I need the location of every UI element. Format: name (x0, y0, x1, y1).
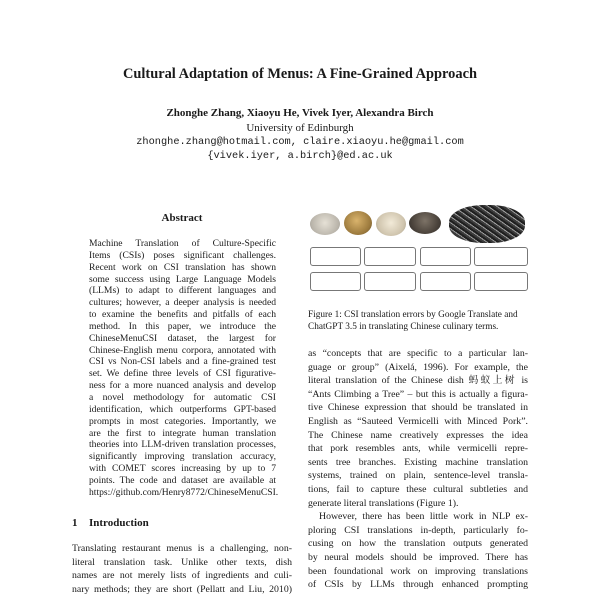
translation-panel-chatgpt-1 (364, 272, 416, 291)
abstract-line: ness for a more nuanced analysis and develop (89, 380, 276, 392)
abstract-line: a novel methodology for automatic CSI (89, 391, 276, 403)
figure-caption: Figure 1: CSI translation errors by Google Translate and ChatGPT 3.5 in translating Chinese culinary terms. (308, 310, 518, 332)
abstract-line: cultures; however, a deeper analysis is needed (89, 297, 276, 309)
body-line: as “concepts that are specific to a particular lan- (308, 348, 528, 359)
dish-photo-2 (344, 211, 372, 235)
body-line: that pork resembles ants, while vermicelli repre- (308, 443, 528, 455)
intro-line: nary methods; they are short (Pellatt and Liu, 2010) (72, 583, 292, 595)
intro-body (72, 542, 292, 596)
abstract-line: theories into LLM-driven translation processes, (89, 439, 276, 451)
body-line: “Ants Climbing a Tree” – but this is actually a figura- (308, 388, 528, 400)
body-line: generate literal translations (Figure 1). (308, 497, 459, 509)
abstract-line: ChineseMenuCSI dataset, the largest for (89, 332, 276, 344)
section-title: Introduction (89, 517, 149, 529)
body-line: of CSIs by LLMs through enhanced prompting (308, 579, 528, 591)
affiliation: University of Edinburgh (246, 122, 354, 134)
body-line: English as “Sauteed Vermicelli with Minced Pork”. (308, 415, 528, 427)
translation-panel-human-2 (420, 272, 471, 291)
abstract-line: are the first to integrate human translation (89, 427, 276, 439)
translation-panel-google-1 (364, 247, 416, 266)
abstract-line: significantly improving translation accuracy, (89, 451, 276, 463)
abstract-line: method. In this paper, we introduce the (89, 320, 276, 332)
body-line: cusing on how the translation outputs generated (308, 538, 528, 550)
abstract-line: Recent work on CSI translation has shown (89, 261, 276, 273)
abstract-line: set. We define three levels of CSI figurative- (89, 368, 276, 380)
abstract-url-line[interactable]: https://github.com/Henry8772/ChineseMenuCSI. (89, 486, 279, 498)
body-line: ploring CSI translations in-depth, particularly fo- (308, 524, 528, 536)
body-line: sents tree branches. Existing machine translation (308, 456, 528, 468)
section-heading-introduction (72, 517, 149, 529)
abstract-line: CSI vs Non-CSI labels and a fine-grained test (89, 356, 276, 368)
translation-panel-source-1 (310, 247, 361, 266)
abstract-line: to examine the benefits and pitfalls of each (89, 309, 276, 321)
author-list: Zhonghe Zhang, Xiaoyu He, Vivek Iyer, Alexandra Birch (166, 107, 434, 119)
translation-panel-google-2 (474, 247, 528, 266)
abstract-line: (LLMs) to adapt to different languages and (89, 285, 276, 297)
abstract-heading: Abstract (161, 212, 203, 224)
translation-panel-source-2 (420, 247, 471, 266)
dish-photo-5 (449, 205, 525, 243)
dish-photo-3 (376, 212, 406, 236)
abstract-line: points. The code and dataset are available at (89, 474, 276, 486)
abstract-line: with COMET scores increasing by up to 7 (89, 463, 276, 475)
body-line: been foundational work on improving translations (308, 565, 528, 577)
abstract-line: Items (CSIs) poses significant challenges. (89, 249, 276, 261)
intro-line: Translating restaurant menus is a challenging, non- (72, 543, 292, 554)
dish-photo-1 (310, 213, 340, 235)
email-line-2: {vivek.iyer, a.birch}@ed.ac.uk (207, 150, 393, 162)
right-column-body (308, 347, 528, 592)
body-line: systems, trained on plain, sentence-level transla- (308, 470, 528, 482)
abstract-line: identification, which outperforms GPT-based (89, 403, 276, 415)
body-line: guage or group” (Aixelá, 1996). For example, the (308, 361, 528, 373)
abstract-line: some success using Large Language Models (89, 273, 276, 285)
intro-line: literal translation task. Unlike other texts, dish (72, 556, 292, 568)
body-line: The Chinese name creatively expresses the idea (308, 429, 528, 441)
body-line: by neural models should be improved. There has (308, 551, 528, 563)
email-line-1: zhonghe.zhang@hotmail.com, claire.xiaoyu.he@gmail.com (136, 136, 464, 148)
translation-panel-chatgpt-2 (474, 272, 528, 291)
intro-line: names are not merely lists of ingredients and culi- (72, 570, 292, 582)
body-line: tive Chinese expression that should be translated in (308, 402, 528, 414)
body-line: tions, fail to capture these cultural subtleties and (308, 483, 528, 495)
body-line: literal translation of the Chinese dish 蚂蚁上树 is (308, 375, 528, 387)
abstract-line: prompts in most categories. Importantly, we (89, 415, 276, 427)
dish-photo-4 (409, 212, 441, 234)
translation-panel-human-1 (310, 272, 361, 291)
body-line: However, there has been little work in NLP ex- (319, 511, 528, 523)
paper-title: Cultural Adaptation of Menus: A Fine-Grained Approach (123, 66, 477, 82)
abstract-line: Chinese-English menu corpora, annotated with (89, 344, 276, 356)
abstract-body (89, 238, 279, 499)
abstract-line: Machine Translation of Culture-Specific (89, 238, 276, 249)
section-number: 1 (72, 517, 78, 529)
figure-1 (308, 205, 528, 305)
